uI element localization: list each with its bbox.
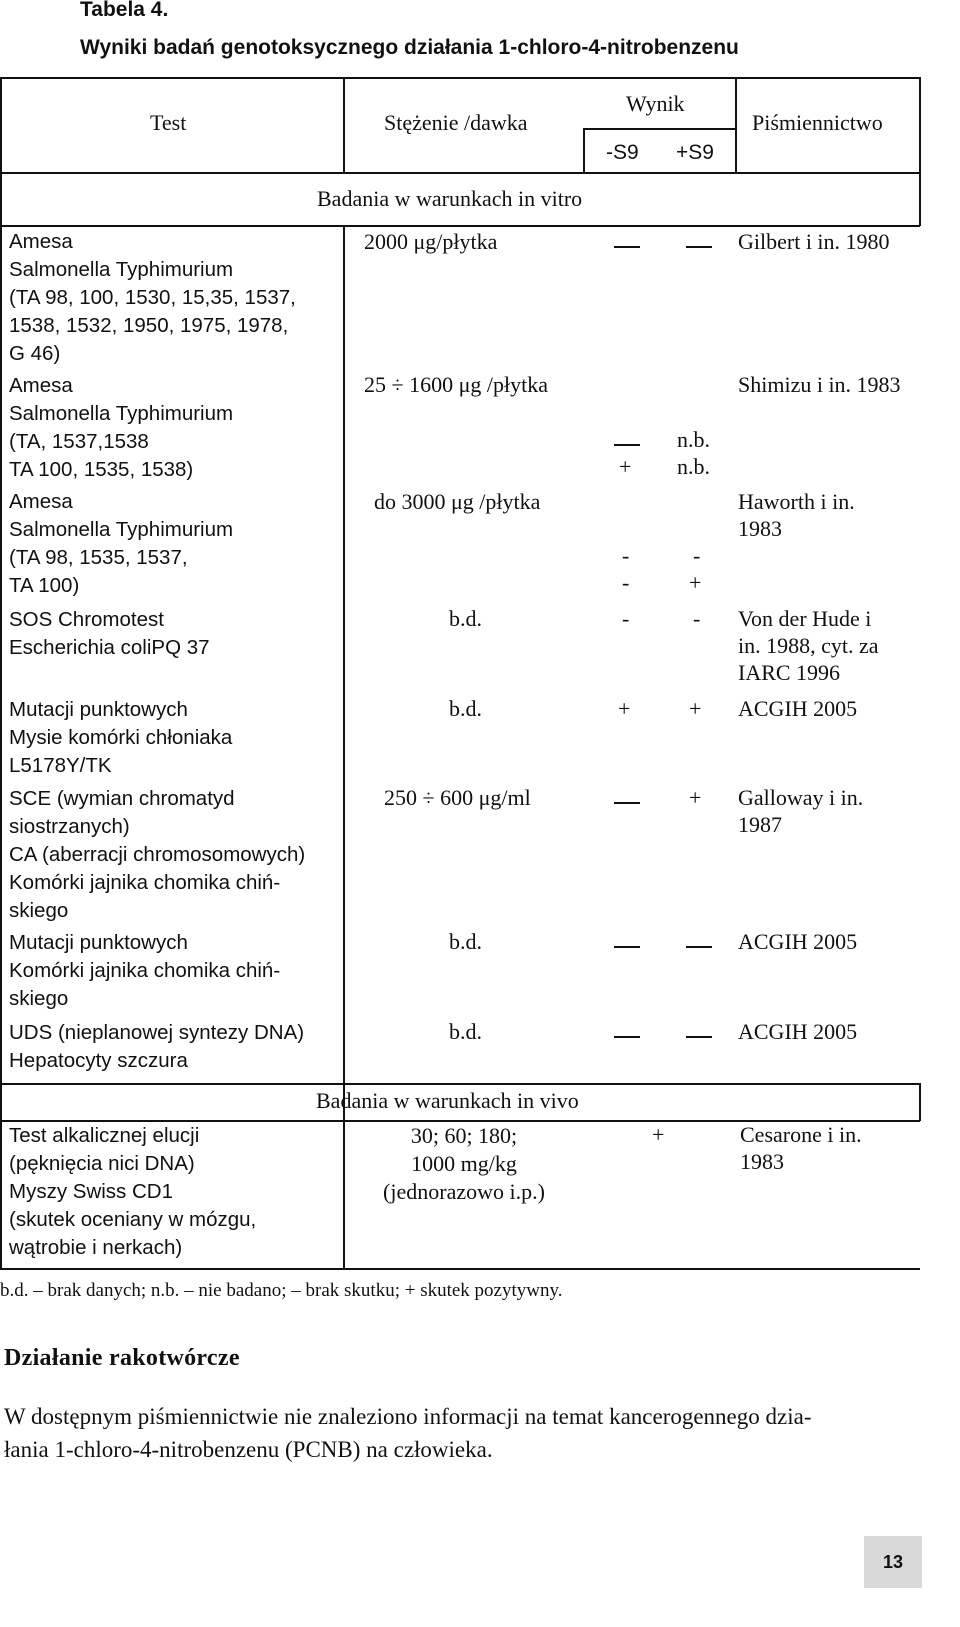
- minus-s9-no-effect: [614, 802, 640, 804]
- test-cell-line: skiego: [9, 987, 69, 1010]
- test-cell-line: Salmonella Typhimurium: [9, 258, 234, 281]
- dose-cell: b.d.: [449, 696, 482, 721]
- section-line-invivo-top: [0, 1083, 920, 1085]
- dose-cell: b.d.: [449, 929, 482, 954]
- minus-s9-cell: -: [622, 543, 630, 568]
- reference-cell: ACGIH 2005: [738, 1019, 858, 1044]
- reference-cell: in. 1988, cyt. za: [738, 633, 879, 658]
- test-cell-line: (TA, 1537,1538: [9, 430, 149, 453]
- reference-cell: ACGIH 2005: [738, 929, 858, 954]
- minus-s9-no-effect: [614, 246, 640, 248]
- reference-cell: Haworth i in.: [738, 489, 855, 514]
- dose-cell: 250 ÷ 600 μg/ml: [384, 785, 531, 810]
- col-header-test: Test: [150, 110, 187, 135]
- dose-line: 30; 60; 180;: [410, 1123, 518, 1148]
- test-cell-line: Komórki jajnika chomika chiń-: [9, 959, 281, 982]
- test-cell-line: SOS Chromotest: [9, 608, 164, 631]
- paragraph-line: W dostępnym piśmiennictwie nie znaleziono informacji na temat kancerogennego dzia-: [4, 1404, 812, 1429]
- table-border-left: [0, 77, 2, 1270]
- plus-s9-cell: +: [689, 570, 702, 595]
- plus-s9-cell: n.b.: [677, 454, 710, 479]
- table-title: Wyniki badań genotoksycznego działania 1-chloro-4-nitrobenzenu: [80, 36, 739, 59]
- table-row: [9, 372, 233, 484]
- table-border-right-vivo: [919, 1083, 921, 1121]
- table-row: [9, 228, 296, 368]
- test-cell-line: siostrzanych): [9, 815, 130, 838]
- dose-line: 1000 mg/kg: [411, 1151, 517, 1176]
- test-cell-line: Mysie komórki chłoniaka: [9, 726, 233, 749]
- table-row: [9, 488, 233, 600]
- test-cell-line: UDS (nieplanowej syntezy DNA): [9, 1021, 305, 1044]
- dose-line: (jednorazowo i.p.): [383, 1179, 545, 1204]
- col-header-plus-s9: +S9: [676, 141, 714, 164]
- test-cell-line: G 46): [9, 342, 61, 365]
- table-border-top: [0, 77, 920, 79]
- plus-s9-no-effect: [686, 1036, 712, 1038]
- col-divider-dose: [583, 128, 585, 173]
- dose-cell: [364, 1122, 564, 1206]
- minus-s9-cell: -: [622, 570, 630, 595]
- dose-cell: b.d.: [449, 606, 482, 631]
- dose-cell: 25 ÷ 1600 μg /płytka: [364, 372, 548, 397]
- reference-cell: Shimizu i in. 1983: [738, 372, 901, 397]
- dose-cell: do 3000 μg /płytka: [374, 489, 541, 514]
- reference-cell: ACGIH 2005: [738, 696, 858, 721]
- reference-cell: Von der Hude i: [738, 606, 872, 631]
- test-cell-line: Escherichia coliPQ 37: [9, 636, 210, 659]
- reference-cell: 1983: [740, 1149, 784, 1174]
- test-cell-line: Salmonella Typhimurium: [9, 402, 234, 425]
- test-cell-line: Test alkalicznej elucji: [9, 1124, 200, 1147]
- reference-cell: 1987: [738, 812, 782, 837]
- section-line-invitro: [0, 225, 920, 227]
- page-number: 13: [882, 1552, 904, 1572]
- minus-s9-no-effect: [614, 1036, 640, 1038]
- test-cell-line: Myszy Swiss CD1: [9, 1180, 174, 1203]
- reference-cell: 1983: [738, 516, 782, 541]
- test-cell-line: (pęknięcia nici DNA): [9, 1152, 195, 1175]
- test-cell-line: SCE (wymian chromatyd: [9, 787, 235, 810]
- test-cell-line: Amesa: [9, 230, 73, 253]
- plus-s9-cell: n.b.: [677, 427, 710, 452]
- table-footnote: b.d. – brak danych; n.b. – nie badano; – brak skutku; + skutek pozytywny.: [0, 1280, 563, 1301]
- table-row: [9, 929, 280, 1013]
- minus-s9-cell: +: [619, 454, 632, 479]
- paragraph-line: łania 1-chloro-4-nitrobenzenu (PCNB) na człowieka.: [4, 1437, 493, 1462]
- plus-s9-no-effect: [686, 946, 712, 948]
- subheader-line: [583, 128, 735, 130]
- reference-cell: Cesarone i in.: [740, 1122, 862, 1147]
- col-header-concentration: Stężenie /dawka: [384, 110, 528, 135]
- plus-s9-cell: -: [693, 543, 701, 568]
- result-cell: +: [652, 1122, 665, 1147]
- test-cell-line: Salmonella Typhimurium: [9, 518, 234, 541]
- test-cell-line: Mutacji punktowych: [9, 931, 188, 954]
- header-bottom-line: [0, 172, 920, 174]
- table-border-right: [919, 77, 921, 226]
- reference-cell: Galloway i in.: [738, 785, 864, 810]
- col-header-minus-s9: -S9: [606, 141, 639, 164]
- test-cell-line: Hepatocyty szczura: [9, 1049, 188, 1072]
- table-row: [9, 696, 232, 780]
- section-in-vivo: Badania w warunkach in vivo: [316, 1088, 579, 1113]
- plus-s9-no-effect: [686, 246, 712, 248]
- test-cell-line: Amesa: [9, 490, 73, 513]
- test-cell-line: wątrobie i nerkach): [9, 1236, 183, 1259]
- plus-s9-cell: +: [689, 696, 702, 721]
- test-cell-line: (skutek oceniany w mózgu,: [9, 1208, 257, 1231]
- section-heading: Działanie rakotwórcze: [4, 1345, 240, 1371]
- test-cell-line: TA 100, 1535, 1538): [9, 458, 194, 481]
- test-cell-line: Mutacji punktowych: [9, 698, 188, 721]
- dose-cell: b.d.: [449, 1019, 482, 1044]
- table-border-bottom: [0, 1268, 920, 1270]
- test-cell-line: TA 100): [9, 574, 80, 597]
- minus-s9-cell: +: [618, 696, 631, 721]
- minus-s9-cell: -: [622, 606, 630, 631]
- test-cell-line: Amesa: [9, 374, 73, 397]
- test-cell-line: CA (aberracji chromosomowych): [9, 843, 306, 866]
- plus-s9-cell: -: [693, 606, 701, 631]
- page-number-box: [864, 1536, 922, 1588]
- test-cell-line: skiego: [9, 899, 69, 922]
- col-divider-test: [343, 77, 345, 173]
- test-cell-line: 1538, 1532, 1950, 1975, 1978,: [9, 314, 289, 337]
- col-header-references: Piśmiennictwo: [752, 110, 883, 135]
- reference-cell: IARC 1996: [738, 660, 841, 685]
- reference-cell: Gilbert i in. 1980: [738, 229, 890, 254]
- col-header-result: Wynik: [626, 91, 685, 116]
- table-label: Tabela 4.: [80, 0, 169, 21]
- plus-s9-cell: +: [689, 785, 702, 810]
- section-in-vitro: Badania w warunkach in vitro: [317, 186, 583, 211]
- test-cell-line: (TA 98, 1535, 1537,: [9, 546, 188, 569]
- test-cell-line: (TA 98, 100, 1530, 15,35, 1537,: [9, 286, 296, 309]
- dose-cell: 2000 μg/płytka: [364, 229, 498, 254]
- table-row: [9, 606, 210, 662]
- test-cell-line: Komórki jajnika chomika chiń-: [9, 871, 281, 894]
- test-cell-line: L5178Y/TK: [9, 754, 112, 777]
- table-row: [9, 1122, 256, 1262]
- minus-s9-no-effect: [614, 444, 640, 446]
- col-divider-result: [735, 77, 737, 173]
- table-row: [9, 1019, 304, 1075]
- table-row: [9, 785, 305, 925]
- minus-s9-no-effect: [614, 946, 640, 948]
